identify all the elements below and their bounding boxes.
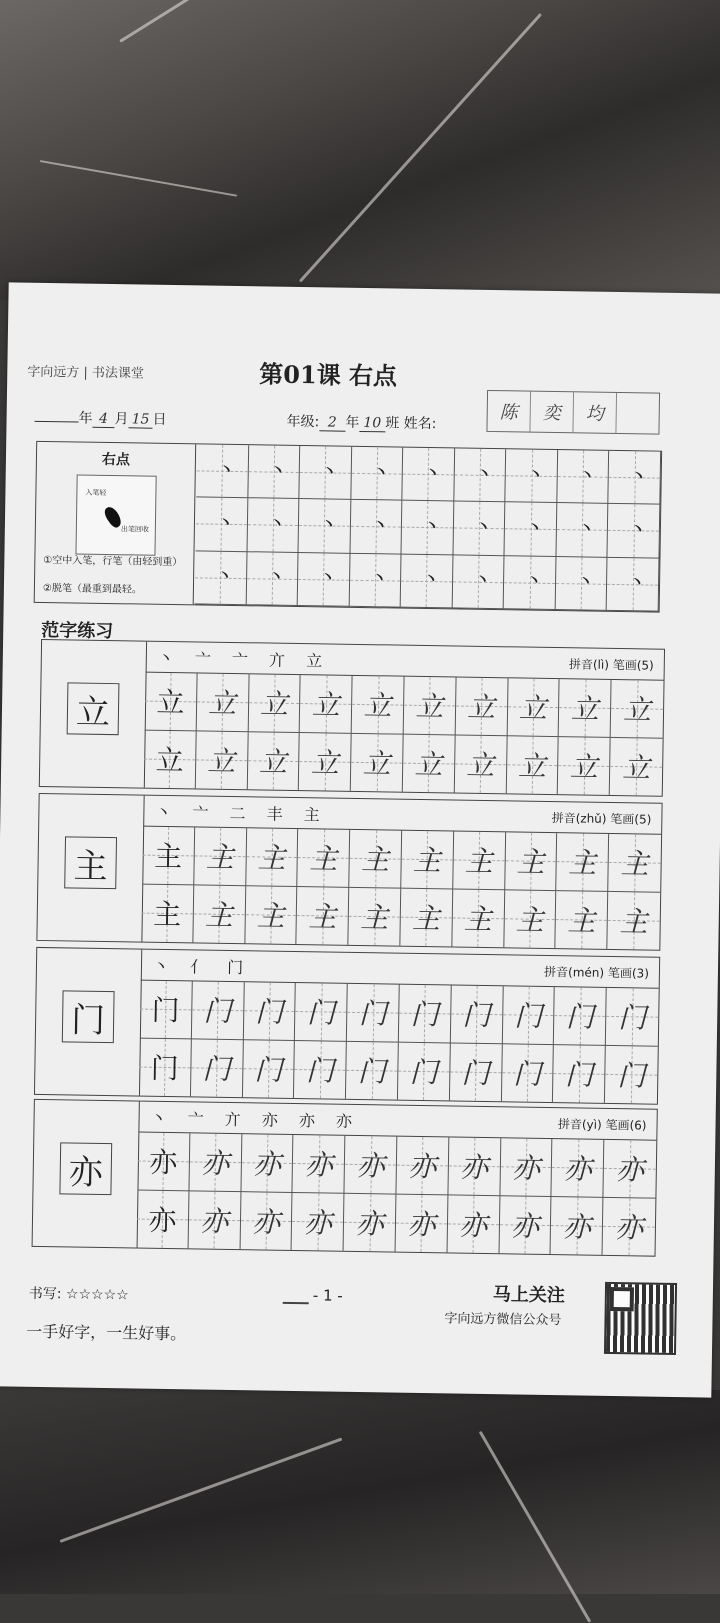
practice-cell[interactable] bbox=[188, 1191, 241, 1249]
practice-grid[interactable] bbox=[144, 672, 664, 796]
practice-char: 立 bbox=[310, 746, 340, 780]
practice-cell[interactable] bbox=[505, 832, 558, 890]
practice-char: 门 bbox=[565, 1000, 595, 1034]
practice-cell[interactable] bbox=[139, 1038, 192, 1096]
practice-cell[interactable] bbox=[194, 827, 247, 885]
stroke-mark: 丶 bbox=[321, 461, 338, 481]
practice-cell[interactable] bbox=[450, 1043, 503, 1101]
practice-char: 主 bbox=[463, 902, 493, 937]
practice-char: 立 bbox=[414, 748, 443, 782]
stroke-mark: 丶 bbox=[579, 466, 596, 485]
stroke-order: 丶 亠 二 丰 主 bbox=[155, 802, 328, 825]
practice-char: 主 bbox=[620, 847, 650, 881]
practice-cell[interactable] bbox=[300, 675, 353, 733]
practice-char: 亦 bbox=[148, 1203, 177, 1238]
practice-char: 立 bbox=[518, 691, 548, 726]
practice-char: 主 bbox=[256, 899, 286, 934]
practice-cell[interactable] bbox=[349, 887, 402, 945]
practice-cell[interactable] bbox=[399, 985, 452, 1043]
stroke-order: 丶 亠 亠 亣 立 bbox=[157, 648, 331, 671]
stroke-mark: 丶 bbox=[320, 568, 336, 587]
exercise-block bbox=[32, 1099, 658, 1257]
name-char[interactable] bbox=[616, 393, 659, 434]
stroke-practice-section bbox=[34, 441, 662, 613]
stroke-grid-cell[interactable] bbox=[609, 451, 661, 505]
practice-cell[interactable] bbox=[246, 828, 299, 886]
practice-char: 亦 bbox=[511, 1151, 541, 1186]
date-month[interactable]: 4 bbox=[92, 411, 114, 428]
practice-char: 主 bbox=[153, 840, 183, 874]
stroke-grid-cell[interactable] bbox=[246, 552, 298, 606]
stroke-grid-cell[interactable] bbox=[557, 450, 609, 504]
practice-cell[interactable] bbox=[403, 734, 456, 792]
practice-char: 门 bbox=[564, 1058, 594, 1092]
practice-cell[interactable] bbox=[559, 679, 612, 737]
practice-panel bbox=[139, 950, 659, 1104]
practice-char: 亦 bbox=[303, 1206, 333, 1240]
practice-char: 立 bbox=[569, 750, 599, 784]
stroke-mark: 丶 bbox=[423, 570, 439, 589]
practice-cell[interactable] bbox=[352, 676, 405, 734]
stroke-mark: 丶 bbox=[321, 515, 337, 534]
practice-cell[interactable] bbox=[292, 1192, 345, 1250]
stroke-mark: 丶 bbox=[373, 462, 389, 481]
practice-char: 门 bbox=[513, 999, 543, 1034]
model-panel bbox=[37, 794, 144, 942]
practice-char: 亦 bbox=[355, 1207, 384, 1241]
practice-char: 主 bbox=[361, 843, 390, 877]
practice-char: 主 bbox=[152, 898, 182, 932]
practice-char: 门 bbox=[255, 995, 284, 1030]
stroke-mark: 丶 bbox=[218, 513, 234, 532]
stroke-grid-cell[interactable] bbox=[247, 499, 299, 553]
practice-cell[interactable] bbox=[605, 1045, 658, 1103]
pinyin: 拼音(zhǔ) bbox=[551, 811, 607, 826]
practice-char: 主 bbox=[308, 900, 337, 934]
practice-cell[interactable] bbox=[140, 981, 193, 1039]
stroke-mark: 丶 bbox=[371, 569, 388, 588]
practice-cell[interactable] bbox=[557, 833, 610, 891]
pinyin: 拼音(yì) bbox=[557, 1117, 602, 1132]
stroke-grid-cell[interactable] bbox=[402, 501, 454, 555]
practice-cell[interactable] bbox=[452, 889, 505, 947]
section-title: 范字练习 bbox=[41, 619, 114, 643]
practice-cell[interactable] bbox=[502, 1044, 555, 1102]
stroke-grid-cell[interactable] bbox=[452, 555, 504, 609]
follow-title: 马上关注 bbox=[492, 1284, 566, 1307]
stroke-grid-cell[interactable] bbox=[608, 504, 660, 558]
marble-background-top bbox=[0, 0, 720, 300]
practice-char: 门 bbox=[513, 1057, 542, 1092]
stroke-mark: 丶 bbox=[269, 514, 285, 533]
stroke-count: 笔画(5) bbox=[610, 811, 652, 827]
practice-char: 亦 bbox=[459, 1150, 489, 1185]
stroke-grid-cell[interactable] bbox=[298, 553, 350, 607]
practice-char: 门 bbox=[357, 1055, 387, 1089]
practice-cell[interactable] bbox=[144, 730, 197, 788]
practice-char: 亦 bbox=[199, 1204, 229, 1239]
practice-char: 主 bbox=[412, 844, 442, 878]
practice-char: 门 bbox=[150, 1051, 180, 1086]
name-char[interactable]: 均 bbox=[573, 392, 617, 433]
stroke-mark: 丶 bbox=[631, 466, 647, 486]
date-line: 年 4 月 15 日 bbox=[34, 407, 166, 429]
stroke-grid-cell[interactable] bbox=[607, 558, 659, 612]
exercise-block bbox=[36, 793, 662, 951]
practice-char: 主 bbox=[515, 903, 545, 938]
model-char: 亦 bbox=[59, 1142, 112, 1195]
practice-cell[interactable] bbox=[453, 831, 506, 889]
stroke-mark: 丶 bbox=[372, 516, 388, 535]
stroke-mark: 丶 bbox=[578, 572, 594, 591]
stroke-demo-panel bbox=[35, 442, 196, 604]
stroke-mark: 丶 bbox=[424, 516, 440, 536]
practice-cell[interactable] bbox=[606, 988, 659, 1046]
stroke-grid-cell[interactable] bbox=[401, 554, 453, 608]
stroke-count: 笔画(3) bbox=[607, 965, 650, 981]
stroke-grid-cell[interactable] bbox=[248, 445, 300, 499]
stroke-note-1: ①空中入笔，行笔（由轻到重） bbox=[43, 554, 183, 569]
stroke-heading: 右点 bbox=[101, 451, 131, 469]
practice-char: 门 bbox=[203, 994, 232, 1029]
practice-cell[interactable] bbox=[247, 732, 300, 790]
stroke-count: 笔画(5) bbox=[612, 657, 654, 673]
stroke-mark: 丶 bbox=[528, 465, 544, 484]
practice-cell[interactable] bbox=[243, 1040, 296, 1098]
stroke-grid-cell[interactable] bbox=[299, 499, 351, 553]
practice-char: 亦 bbox=[252, 1147, 282, 1182]
stroke-grid-cell[interactable] bbox=[403, 448, 455, 502]
practice-cell[interactable] bbox=[299, 733, 352, 791]
follow-subtitle: 字向远方微信公众号 bbox=[444, 1311, 562, 1329]
practice-cell[interactable] bbox=[297, 887, 350, 945]
practice-char: 主 bbox=[257, 841, 286, 876]
practice-char: 立 bbox=[467, 690, 496, 725]
practice-cell[interactable] bbox=[248, 674, 301, 732]
practice-char: 主 bbox=[360, 901, 389, 935]
practice-char: 立 bbox=[156, 686, 185, 720]
practice-cell[interactable] bbox=[298, 829, 351, 887]
practice-cell[interactable] bbox=[604, 1140, 657, 1198]
practice-cell[interactable] bbox=[191, 1039, 244, 1097]
stroke-mark: 丶 bbox=[476, 464, 492, 483]
char-info bbox=[569, 655, 654, 673]
practice-char: 亦 bbox=[304, 1148, 333, 1182]
model-panel bbox=[35, 948, 142, 1096]
practice-grid[interactable] bbox=[137, 1132, 657, 1256]
practice-char: 亦 bbox=[407, 1150, 437, 1184]
stroke-note-2: ②脱笔（最重到最轻。 bbox=[42, 582, 142, 596]
practice-cell[interactable] bbox=[608, 834, 661, 892]
practice-cell[interactable] bbox=[396, 1194, 449, 1252]
brand-logo: 字向远方 | 书法课堂 bbox=[27, 364, 145, 382]
practice-cell[interactable] bbox=[142, 827, 195, 885]
practice-char: 门 bbox=[151, 994, 180, 1028]
practice-panel bbox=[137, 1102, 657, 1256]
practice-cell[interactable] bbox=[404, 677, 457, 735]
practice-char: 亦 bbox=[356, 1149, 385, 1183]
stroke-mark: 丶 bbox=[268, 567, 285, 587]
practice-cell[interactable] bbox=[351, 733, 404, 791]
practice-char: 立 bbox=[207, 744, 236, 779]
practice-char: 立 bbox=[363, 689, 392, 723]
marble-background-bottom bbox=[0, 1390, 720, 1594]
practice-cell[interactable] bbox=[192, 981, 245, 1039]
practice-panel bbox=[144, 642, 664, 796]
practice-cell[interactable] bbox=[556, 891, 609, 949]
char-info bbox=[544, 963, 649, 982]
practice-cell[interactable] bbox=[400, 888, 453, 946]
practice-cell[interactable] bbox=[295, 983, 348, 1041]
grade-field[interactable]: 2 bbox=[319, 414, 345, 431]
practice-cell[interactable] bbox=[448, 1137, 501, 1195]
practice-cell[interactable] bbox=[349, 830, 402, 888]
name-char[interactable]: 奕 bbox=[530, 392, 574, 433]
model-char: 门 bbox=[62, 990, 115, 1043]
motto: 一手好字，一生好事。 bbox=[26, 1321, 187, 1344]
stroke-order: 丶 亠 亣 亦 亦 亦 bbox=[150, 1108, 361, 1132]
practice-char: 亦 bbox=[149, 1145, 178, 1180]
practice-grid[interactable] bbox=[139, 980, 659, 1104]
rabbit-icon bbox=[283, 1282, 309, 1304]
practice-char: 立 bbox=[415, 690, 444, 724]
practice-char: 主 bbox=[309, 842, 338, 876]
practice-char: 立 bbox=[621, 751, 651, 785]
practice-grid[interactable] bbox=[141, 826, 661, 950]
page-number: - 1 - bbox=[283, 1282, 343, 1305]
practice-char: 门 bbox=[305, 1054, 335, 1088]
practice-char: 门 bbox=[618, 1001, 647, 1035]
stroke-grid-cell[interactable] bbox=[196, 444, 248, 498]
stroke-mark: 丶 bbox=[629, 573, 645, 592]
stroke-grid-cell[interactable] bbox=[196, 498, 248, 552]
practice-cell[interactable] bbox=[189, 1133, 242, 1191]
stroke-order: 丶 亻 门 bbox=[152, 956, 252, 978]
practice-cell[interactable] bbox=[137, 1190, 190, 1248]
practice-cell[interactable] bbox=[401, 831, 454, 889]
practice-char: 门 bbox=[462, 998, 491, 1033]
stroke-grid-cell[interactable] bbox=[504, 556, 556, 610]
practice-char: 立 bbox=[259, 687, 289, 722]
stroke-grid-cell[interactable] bbox=[453, 502, 505, 556]
practice-char: 主 bbox=[619, 905, 649, 939]
practice-cell[interactable] bbox=[196, 673, 249, 731]
practice-char: 门 bbox=[202, 1052, 231, 1087]
class-field[interactable]: 10 bbox=[359, 415, 385, 432]
rating[interactable]: 书写: ☆☆☆☆☆ bbox=[28, 1285, 129, 1304]
practice-cell[interactable] bbox=[344, 1193, 397, 1251]
practice-panel bbox=[141, 796, 661, 950]
practice-cell[interactable] bbox=[145, 673, 198, 731]
practice-char: 亦 bbox=[615, 1153, 645, 1187]
practice-cell[interactable] bbox=[551, 1197, 604, 1255]
practice-cell[interactable] bbox=[502, 986, 555, 1044]
practice-cell[interactable] bbox=[451, 985, 504, 1043]
practice-cell[interactable] bbox=[455, 677, 508, 735]
practice-char: 门 bbox=[306, 996, 336, 1030]
practice-cell[interactable] bbox=[137, 1133, 190, 1191]
practice-cell[interactable] bbox=[506, 736, 559, 794]
practice-cell[interactable] bbox=[499, 1196, 552, 1254]
stroke-mark: 丶 bbox=[217, 566, 233, 586]
practice-cell[interactable] bbox=[243, 982, 296, 1040]
practice-cell[interactable] bbox=[455, 735, 508, 793]
stroke-grid-cell[interactable] bbox=[350, 500, 402, 554]
practice-char: 主 bbox=[411, 902, 441, 936]
practice-cell[interactable] bbox=[552, 1139, 605, 1197]
practice-char: 主 bbox=[567, 904, 596, 938]
practice-char: 立 bbox=[466, 748, 495, 783]
model-panel bbox=[40, 640, 147, 788]
grade-class-line: 年级: 2 年 10 班 姓名: bbox=[286, 413, 437, 433]
stroke-mark: 丶 bbox=[578, 519, 595, 538]
practice-char: 门 bbox=[409, 1056, 438, 1090]
practice-cell[interactable] bbox=[611, 680, 664, 738]
stroke-count: 笔画(6) bbox=[605, 1117, 647, 1133]
practice-char: 亦 bbox=[251, 1205, 281, 1240]
stroke-grid-cell[interactable] bbox=[349, 553, 401, 607]
stroke-mark: 丶 bbox=[270, 461, 286, 480]
practice-cell[interactable] bbox=[610, 737, 663, 795]
stroke-grid-cell[interactable] bbox=[506, 449, 558, 503]
stroke-mark: 丶 bbox=[475, 517, 492, 536]
practice-char: 亦 bbox=[200, 1146, 230, 1181]
practice-char: 主 bbox=[516, 845, 545, 880]
practice-char: 门 bbox=[617, 1059, 646, 1093]
stroke-demo-box: 入笔轻 出笔回收 bbox=[75, 475, 156, 556]
lesson-title: 第01课 右点 bbox=[259, 359, 398, 391]
practice-cell[interactable] bbox=[293, 1135, 346, 1193]
practice-char: 亦 bbox=[407, 1208, 436, 1242]
practice-char: 门 bbox=[358, 997, 388, 1031]
stroke-mark: 丶 bbox=[218, 460, 235, 479]
char-info bbox=[558, 1115, 647, 1133]
practice-cell[interactable] bbox=[241, 1134, 294, 1192]
stroke-grid-cell[interactable] bbox=[556, 557, 608, 611]
practice-cell[interactable] bbox=[240, 1192, 293, 1250]
practice-char: 立 bbox=[517, 749, 547, 784]
practice-char: 立 bbox=[622, 693, 652, 727]
stroke-grid-cell[interactable] bbox=[556, 503, 608, 557]
practice-char: 立 bbox=[362, 747, 392, 781]
practice-char: 主 bbox=[204, 898, 234, 933]
practice-cell[interactable] bbox=[245, 886, 298, 944]
practice-cell[interactable] bbox=[603, 1197, 656, 1255]
practice-char: 主 bbox=[205, 840, 235, 875]
practice-cell[interactable] bbox=[141, 884, 194, 942]
stroke-mark: 丶 bbox=[527, 518, 543, 537]
date-day[interactable]: 15 bbox=[128, 411, 152, 428]
model-panel bbox=[33, 1100, 140, 1248]
pinyin: 拼音(mén) bbox=[543, 964, 605, 980]
stroke-grid-cell[interactable] bbox=[505, 503, 557, 557]
practice-cell[interactable] bbox=[347, 984, 400, 1042]
practice-cell[interactable] bbox=[396, 1137, 449, 1195]
practice-cell[interactable] bbox=[193, 885, 246, 943]
practice-char: 门 bbox=[254, 1053, 283, 1088]
practice-cell[interactable] bbox=[554, 987, 607, 1045]
practice-cell[interactable] bbox=[558, 737, 611, 795]
stroke-mark: 丶 bbox=[630, 520, 646, 539]
name-char[interactable]: 陈 bbox=[487, 391, 531, 432]
exercise-block bbox=[39, 639, 665, 797]
stroke-grid-cell[interactable] bbox=[299, 446, 351, 500]
practice-cell[interactable] bbox=[507, 678, 560, 736]
name-boxes[interactable] bbox=[486, 390, 660, 435]
practice-char: 立 bbox=[155, 744, 184, 778]
practice-cell[interactable] bbox=[447, 1195, 500, 1253]
stroke-practice-grid[interactable] bbox=[195, 444, 661, 611]
exercise-block bbox=[34, 947, 660, 1105]
worksheet-paper bbox=[0, 282, 720, 1397]
char-info bbox=[552, 809, 652, 828]
stroke-mark: 丶 bbox=[474, 571, 491, 590]
practice-char: 主 bbox=[568, 846, 597, 880]
practice-char: 亦 bbox=[562, 1210, 591, 1244]
practice-char: 门 bbox=[410, 998, 439, 1032]
stroke-mark: 丶 bbox=[526, 571, 542, 591]
practice-char: 亦 bbox=[510, 1209, 540, 1244]
practice-cell[interactable] bbox=[294, 1041, 347, 1099]
practice-char: 立 bbox=[311, 688, 341, 722]
practice-cell[interactable] bbox=[500, 1138, 553, 1196]
practice-cell[interactable] bbox=[346, 1041, 399, 1099]
practice-cell[interactable] bbox=[398, 1042, 451, 1100]
stroke-grid-cell[interactable] bbox=[351, 447, 403, 501]
practice-char: 亦 bbox=[614, 1211, 644, 1245]
practice-cell[interactable] bbox=[504, 890, 557, 948]
stroke-mark: 丶 bbox=[425, 463, 441, 482]
practice-char: 亦 bbox=[458, 1208, 488, 1243]
practice-char: 主 bbox=[464, 844, 494, 879]
stroke-grid-cell[interactable] bbox=[454, 448, 506, 502]
pinyin: 拼音(lì) bbox=[568, 657, 610, 672]
practice-cell[interactable] bbox=[345, 1136, 398, 1194]
stroke-grid-cell[interactable] bbox=[195, 551, 247, 605]
practice-char: 亦 bbox=[563, 1152, 592, 1186]
practice-char: 立 bbox=[570, 692, 600, 726]
model-char: 主 bbox=[64, 836, 117, 889]
practice-cell[interactable] bbox=[608, 891, 661, 949]
practice-cell[interactable] bbox=[553, 1045, 606, 1103]
practice-char: 立 bbox=[258, 745, 288, 780]
practice-char: 立 bbox=[208, 686, 237, 721]
practice-cell[interactable] bbox=[196, 731, 249, 789]
qr-code-icon[interactable] bbox=[604, 1282, 677, 1355]
model-char: 立 bbox=[67, 682, 120, 735]
practice-char: 门 bbox=[461, 1056, 490, 1091]
